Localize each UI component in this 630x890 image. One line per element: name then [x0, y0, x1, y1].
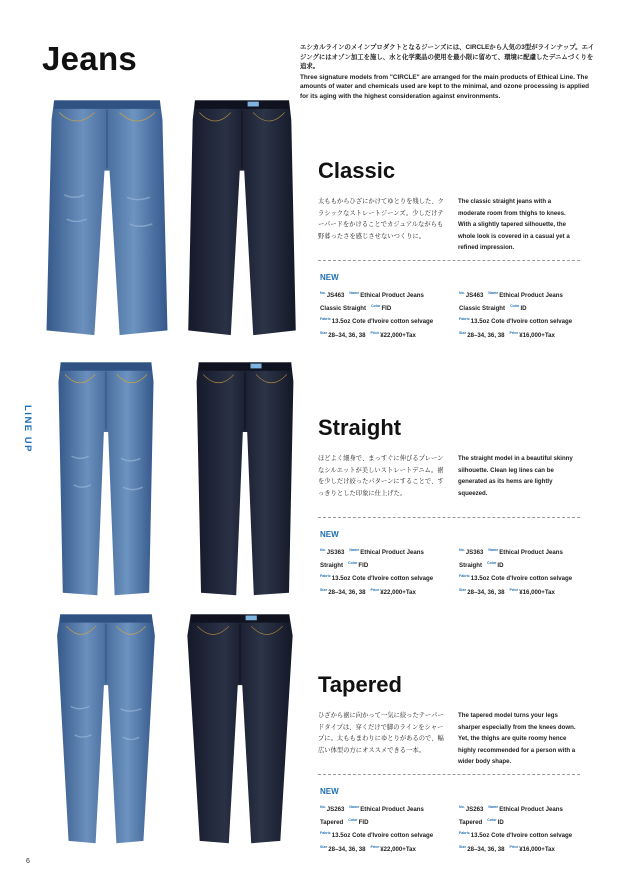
product-name: Ethical Product Jeans — [360, 549, 424, 556]
product-fabric: 13.5oz Cote d'Ivoire cotton selvage — [331, 318, 434, 326]
side-label-line-up — [22, 405, 34, 485]
dashed-divider — [318, 517, 580, 518]
product-fabric: 13.5oz Cote d'Ivoire cotton selvage — [331, 832, 434, 840]
product-size: 28–34, 36, 38 — [467, 588, 505, 596]
product-size: 28–34, 36, 38 — [328, 588, 366, 596]
dashed-divider — [318, 774, 580, 775]
intro-text — [300, 43, 595, 102]
page-title: Jeans — [42, 40, 138, 77]
jeans-photo-straight-light-wash — [52, 360, 160, 600]
product-name: Ethical Product Jeans — [499, 292, 563, 299]
product-model: Tapered — [320, 819, 344, 827]
section-straight — [318, 415, 580, 595]
product-size: 28–34, 36, 38 — [467, 331, 505, 339]
page-number: 6 — [26, 858, 30, 865]
section-title: Straight — [318, 415, 402, 440]
jeans-photo-classic-light-wash — [44, 98, 170, 340]
product-fabric: 13.5oz Cote d'Ivoire cotton selvage — [470, 318, 573, 326]
product-color: FID — [381, 305, 392, 313]
product-number: JS463 — [465, 292, 484, 299]
product-color: ID — [520, 305, 527, 313]
product-model: Classic Straight — [320, 305, 367, 313]
product-color: FID — [358, 562, 369, 570]
description-en: The classic straight jeans with a moderate room from thighs to knees. With a slightly tapered silhouette, the whole look is covered in a casual yet a refined impression. — [458, 198, 570, 252]
product-name: Ethical Product Jeans — [360, 292, 424, 299]
jeans-photo-tapered-light-wash — [54, 612, 158, 848]
product-color: ID — [497, 562, 504, 570]
product-spec-id: $^{No.}$JS463 $^{Name}$Ethical Product Jeans Classic Straight $^{Color}$ID $^{Fabric}$13.5oz Cote d'Ivoire cotton selvage $^{Size}$28–34, 36, 38 $^{Price}$¥16,000+Tax — [459, 291, 573, 339]
product-fabric: 13.5oz Cote d'Ivoire cotton selvage — [470, 832, 573, 840]
new-badge: NEW — [320, 787, 339, 796]
description-en: The tapered model turns your legs sharper especially from the knees down. Yet, the thighs are quite roomy hence highly recommended for a person with a wider body shape. — [458, 712, 576, 766]
product-size: 28–34, 36, 38 — [328, 845, 366, 853]
new-badge: NEW — [320, 530, 339, 539]
product-spec-fid: $^{No.}$JS363 $^{Name}$Ethical Product Jeans Straight $^{Color}$FID $^{Fabric}$13.5oz Cote d'Ivoire cotton selvage $^{Size}$28–34, 36, 38 $^{Price}$¥22,000+Tax — [320, 548, 434, 596]
product-price: ¥22,000+Tax — [380, 845, 416, 853]
jeans-photo-straight-dark-indigo — [190, 360, 300, 600]
dashed-divider — [318, 260, 580, 261]
product-number: JS263 — [326, 806, 345, 813]
product-number: JS263 — [465, 806, 484, 813]
jeans-photo-classic-dark-indigo — [186, 98, 298, 340]
intro-text-en: Three signature models from "CIRCLE" are arranged for the main products of Ethical Line. The amounts of water and chemicals used are kept to the minimal, and ozone processing is applied for its aging with the highest consideration against environments. — [300, 73, 590, 100]
product-name: Ethical Product Jeans — [360, 806, 424, 813]
product-fabric: 13.5oz Cote d'Ivoire cotton selvage — [470, 575, 573, 583]
product-price: ¥16,000+Tax — [519, 845, 555, 853]
description-jp: 太ももからひざにかけてゆとりを残した、クラシックなストレートジーンズ。少しだけテーパードをかけることでカジュアルながらも野暮ったさを感じさせないつくりに。 — [318, 198, 444, 240]
intro-text-jp: エシカルラインのメインプロダクトとなるジーンズには、CIRCLEから人気の3型がラインナップ。エイジングにはオゾン加工を施し、水と化学薬品の使用を最小限に留めて、環境に配慮したデニムづくりを追求。 — [300, 44, 595, 71]
section-title: Tapered — [318, 672, 402, 697]
product-fabric: 13.5oz Cote d'Ivoire cotton selvage — [331, 575, 434, 583]
description-jp: ひざから裾に向かって一気に絞ったテーパードタイプは、穿くだけで脚のラインをシャープに。太ももまわりにゆとりがあるので、幅広い体型の方にオススメできる一本。 — [318, 712, 444, 754]
product-model: Classic Straight — [459, 305, 506, 313]
product-spec-id: $^{No.}$JS363 $^{Name}$Ethical Product Jeans Straight $^{Color}$ID $^{Fabric}$13.5oz Cote d'Ivoire cotton selvage $^{Size}$28–34, 36, 38 $^{Price}$¥16,000+Tax — [459, 548, 573, 596]
product-color: ID — [497, 819, 504, 827]
product-name: Ethical Product Jeans — [499, 806, 563, 813]
description-en: The straight model in a beautiful skinny silhouette. Clean leg lines can be generated as its hems are lightly squeezed. — [458, 455, 573, 497]
section-tapered — [318, 672, 580, 852]
product-name: Ethical Product Jeans — [499, 549, 563, 556]
product-color: FID — [358, 819, 369, 827]
new-badge: NEW — [320, 273, 339, 282]
product-number: JS463 — [326, 292, 345, 299]
product-price: ¥22,000+Tax — [380, 588, 416, 596]
product-price: ¥16,000+Tax — [519, 331, 555, 339]
side-label-text: LINE UP — [22, 405, 33, 453]
product-model: Tapered — [459, 819, 483, 827]
product-spec-id: $^{No.}$JS263 $^{Name}$Ethical Product Jeans Tapered $^{Color}$ID $^{Fabric}$13.5oz Cote d'Ivoire cotton selvage $^{Size}$28–34, 36, 38 $^{Price}$¥16,000+Tax — [459, 805, 573, 853]
product-number: JS363 — [326, 549, 345, 556]
jeans-photo-tapered-dark-indigo — [184, 612, 296, 848]
product-spec-fid: $^{No.}$JS463 $^{Name}$Ethical Product Jeans Classic Straight $^{Color}$FID $^{Fabric}$13.5oz Cote d'Ivoire cotton selvage $^{Size}$28–34, 36, 38 $^{Price}$¥22,000+Tax — [320, 291, 434, 339]
product-price: ¥22,000+Tax — [380, 331, 416, 339]
product-number: JS363 — [465, 549, 484, 556]
product-spec-fid: $^{No.}$JS263 $^{Name}$Ethical Product Jeans Tapered $^{Color}$FID $^{Fabric}$13.5oz Cote d'Ivoire cotton selvage $^{Size}$28–34, 36, 38 $^{Price}$¥22,000+Tax — [320, 805, 434, 853]
section-title: Classic — [318, 158, 396, 183]
product-model: Straight — [459, 562, 483, 570]
section-classic — [318, 158, 580, 338]
product-price: ¥16,000+Tax — [519, 588, 555, 596]
product-size: 28–34, 36, 38 — [328, 331, 366, 339]
product-size: 28–34, 36, 38 — [467, 845, 505, 853]
description-jp: ほどよく細身で、まっすぐに伸びるプレーンなシルエットが美しいストレートデニム。裾を少しだけ絞ったパターンにすることで、すっきりとした印象に仕上げた。 — [318, 455, 444, 497]
product-model: Straight — [320, 562, 344, 570]
